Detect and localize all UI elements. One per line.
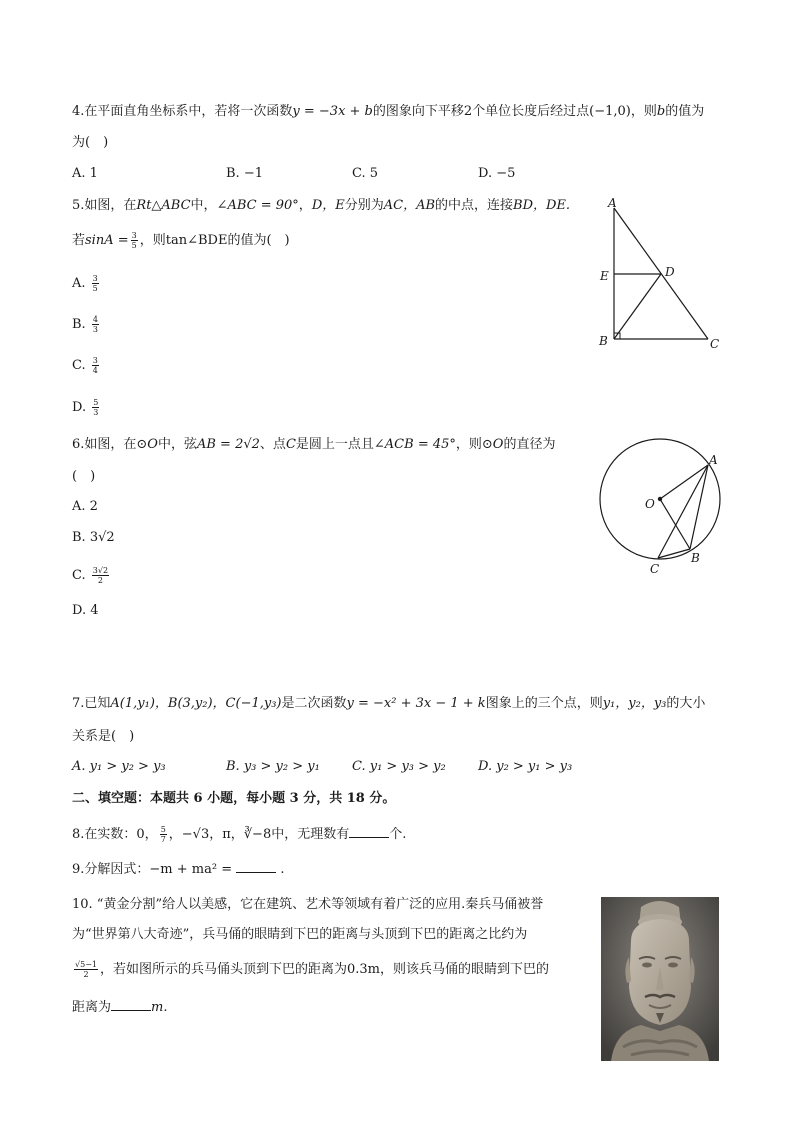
q7-stem-line2: 关系是( )	[72, 729, 135, 744]
q6-option-b[interactable]: B. 3√2	[72, 530, 115, 545]
segment-bd	[614, 274, 661, 339]
label-d: D	[665, 265, 675, 279]
q8-answer-blank[interactable]	[349, 825, 389, 838]
q10-line1: 10. “黄金分割”给人以美感，它在建筑、艺术等领域有着广泛的应用.秦兵马俑被誉	[72, 897, 544, 912]
q10-ratio-fraction: $\frac{√5-1}{2}$	[75, 960, 97, 979]
q5-option-b[interactable]: B. $\frac{4}{3}$	[72, 315, 98, 334]
q5-stem: 5.如图，在Rt△ABC中，∠ABC = 90°，D，E分别为AC，AB的中点，连接BD，DE.	[72, 198, 571, 213]
q10-line4: 距离为 m.	[72, 1000, 168, 1015]
warrior-illustration	[601, 897, 719, 1061]
q5-option-a[interactable]: A. $\frac{3}{5}$	[72, 274, 98, 293]
q7-option-a[interactable]: A. y₁ > y₂ > y₃	[72, 759, 166, 774]
q4-stem: 4.在平面直角坐标系中，若将一次函数y = −3x + b的图象向下平移2个单位长度后经过点(−1,0)，则b的值为	[72, 104, 705, 119]
label-c: C	[650, 562, 660, 576]
q5-sin-fraction: $\frac{3}{5}$	[131, 231, 137, 250]
q4-paren: 为( )	[72, 135, 109, 150]
q10-answer-blank[interactable]	[111, 998, 151, 1011]
label-a: A	[709, 453, 718, 467]
q6-paren: ( )	[72, 469, 96, 484]
q4-option-d[interactable]: D. −5	[478, 166, 516, 181]
q4-option-b[interactable]: B. −1	[226, 166, 263, 181]
q5-option-c[interactable]: C. $\frac{3}{4}$	[72, 356, 98, 375]
q7-option-d[interactable]: D. y₂ > y₁ > y₃	[478, 759, 573, 774]
q6-option-c[interactable]: C. $\frac{3√2}{2}$	[72, 566, 109, 585]
label-e: E	[600, 269, 609, 283]
label-c: C	[710, 337, 720, 351]
q5-triangle-figure	[594, 194, 724, 354]
q8-stem: 8.在实数：0， $\frac{5}{7}$ ，−√3，π，∛−8中，无理数有 个.	[72, 825, 407, 844]
label-a: A	[608, 196, 617, 210]
label-b: B	[599, 334, 608, 348]
q10-line3: $\frac{√5-1}{2}$ ，若如图所示的兵马俑头顶到下巴的距离为0.3m，则该兵马俑的眼睛到下巴的	[75, 960, 549, 979]
q7-option-b[interactable]: B. y₃ > y₂ > y₁	[226, 759, 320, 774]
q8-fraction: $\frac{5}{7}$	[160, 825, 166, 844]
q9-answer-blank[interactable]	[236, 860, 276, 873]
segment-oa	[660, 465, 708, 499]
q5-stem-line2: 若sinA = $\frac{3}{5}$ ，则tan∠BDE的值为( )	[72, 231, 290, 250]
center-dot	[658, 497, 662, 501]
q4-option-a[interactable]: A. 1	[72, 166, 98, 181]
q5-option-d[interactable]: D. $\frac{5}{3}$	[72, 398, 99, 417]
q10-line2: 为“世界第八大奇迹”，兵马俑的眼睛到下巴的距离与头顶到下巴的距离之比约为	[72, 927, 528, 942]
q4-option-c[interactable]: C. 5	[352, 166, 379, 181]
terracotta-warrior-photo	[601, 897, 719, 1061]
q6-option-a[interactable]: A. 2	[72, 499, 98, 514]
q7-stem: 7.已知A(1,y₁)，B(3,y₂)，C(−1,y₃)是二次函数y = −x² + 3x − 1 + k图象上的三个点，则y₁，y₂，y₃的大小	[72, 696, 706, 711]
section-heading-fill-blank: 二、填空题：本题共 6 小题，每小题 3 分，共 18 分。	[72, 791, 396, 806]
label-o: O	[645, 497, 655, 511]
q7-option-c[interactable]: C. y₁ > y₃ > y₂	[352, 759, 446, 774]
q6-option-d[interactable]: D. 4	[72, 603, 99, 618]
q6-circle-figure	[592, 436, 732, 581]
q9-stem: 9.分解因式：−m + ma² = .	[72, 862, 285, 877]
label-b: B	[691, 551, 700, 565]
chord-ab	[690, 465, 708, 549]
q6-stem: 6.如图，在⊙O中，弦AB = 2√2、点C是圆上一点且∠ACB = 45°，则⊙O的直径为	[72, 437, 556, 452]
